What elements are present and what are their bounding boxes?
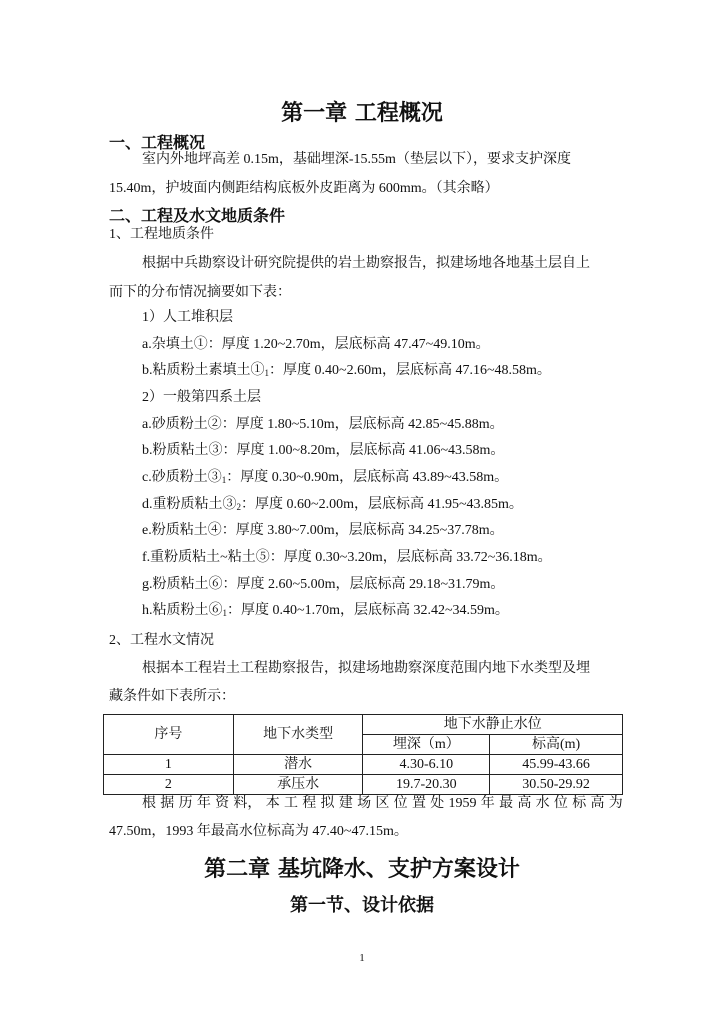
cell-type: 承压水 <box>233 775 363 795</box>
section-1-paragraph-line-1: 室内外地坪高差 0.15m，基础埋深-15.55m（垫层以下），要求支护深度 <box>142 152 571 167</box>
chapter-2-section-1-title: 第一节、设计依据 <box>290 895 434 916</box>
section-1-paragraph-line-2: 15.40m，护坡面内侧距结构底板外皮距离为 600mm。（其余略） <box>109 181 499 196</box>
header-depth: 埋深（m） <box>363 735 490 755</box>
subsection-1-heading: 1、工程地质条件 <box>109 227 214 242</box>
subsection-2-paragraph-line-1: 根据本工程岩土工程勘察报告，拟建场地勘察深度范围内地下水类型及埋 <box>142 661 590 676</box>
header-type: 地下水类型 <box>233 715 363 755</box>
subsection-2-paragraph-line-2: 藏条件如下表所示： <box>109 689 235 704</box>
soil-layer-item: e.粉质粘土④：厚度 3.80~7.00m，层底标高 34.25~37.78m。 <box>142 523 504 538</box>
history-paragraph-line-1: 根 据 历 年 资 料， 本 工 程 拟 建 场 区 位 置 处 1959 年 最 高 水 位 标 高 为 <box>142 796 623 811</box>
soil-layer-item: b.粉质粘土③：厚度 1.00~8.20m，层底标高 41.06~43.58m。 <box>142 443 505 458</box>
soil-layer-item: h.粘质粉土$⑥_1$：厚度 0.40~1.70m，层底标高 32.42~34.59m。 <box>142 603 509 618</box>
soil-layer-item: d.重粉质粘土$③_2$：厚度 0.60~2.00m，层底标高 41.95~43.85m。 <box>142 497 523 512</box>
table-row <box>104 775 623 795</box>
section-2-heading: 二、工程及水文地质条件 <box>109 206 286 225</box>
soil-layer-item: b.粘质粉土素填土$①_1$：厚度 0.40~2.60m，层底标高 47.16~48.58m。 <box>142 363 551 378</box>
cell-elevation: 45.99-43.66 <box>490 755 623 775</box>
header-static-level: 地下水静止水位 <box>363 715 623 735</box>
section-1-heading: 一、工程概况 <box>109 133 206 152</box>
chapter-1-title: 第一章 工程概况 <box>281 101 443 126</box>
header-elevation: 标高(m) <box>490 735 623 755</box>
soil-layer-item: a.杂填土①：厚度 1.20~2.70m，层底标高 47.47~49.10m。 <box>142 337 490 352</box>
table-row <box>104 755 623 775</box>
subsection-2-heading: 2、工程水文情况 <box>109 633 214 648</box>
subsection-1-paragraph-line-2: 而下的分布情况摘要如下表： <box>109 285 291 300</box>
groundwater-table <box>103 714 623 795</box>
soil-layer-item: g.粉质粘土⑥：厚度 2.60~5.00m，层底标高 29.18~31.79m。 <box>142 577 505 592</box>
cell-index: 2 <box>104 775 234 795</box>
history-paragraph-line-2: 47.50m，1993 年最高水位标高为 47.40~47.15m。 <box>109 824 408 839</box>
soil-layer-item: a.砂质粉土②：厚度 1.80~5.10m，层底标高 42.85~45.88m。 <box>142 417 504 432</box>
subsection-1-paragraph-line-1: 根据中兵勘察设计研究院提供的岩土勘察报告，拟建场地各地基土层自上 <box>142 256 590 271</box>
cell-type: 潜水 <box>233 755 363 775</box>
header-index: 序号 <box>104 715 234 755</box>
cell-index: 1 <box>104 755 234 775</box>
group-2-heading: 2）一般第四系土层 <box>142 390 261 405</box>
cell-elevation: 30.50-29.92 <box>490 775 623 795</box>
group-1-heading: 1）人工堆积层 <box>142 310 233 325</box>
chapter-2-title: 第二章 基坑降水、支护方案设计 <box>204 857 520 882</box>
soil-layer-item: f.重粉质粘土~粘土⑤：厚度 0.30~3.20m，层底标高 33.72~36.18m。 <box>142 550 552 565</box>
cell-depth: 4.30-6.10 <box>363 755 490 775</box>
soil-layer-item: c.砂质粉土$③_1$：厚度 0.30~0.90m，层底标高 43.89~43.58m。 <box>142 470 509 485</box>
cell-depth: 19.7-20.30 <box>363 775 490 795</box>
page-number: 1 <box>359 952 365 964</box>
